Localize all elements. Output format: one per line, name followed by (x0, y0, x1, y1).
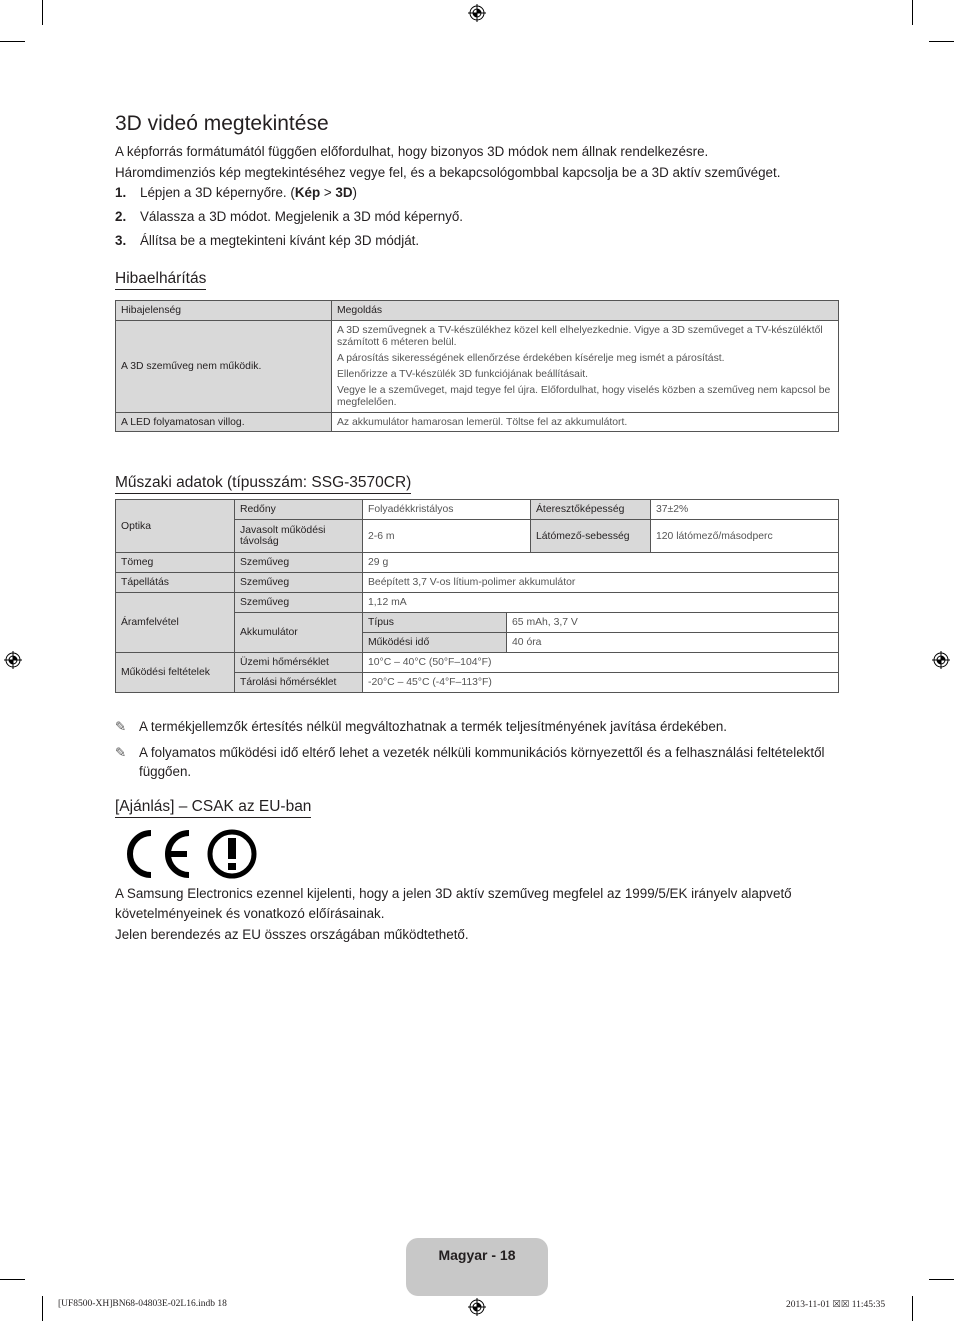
spec-label: Tömeg (116, 553, 235, 573)
troubleshooting-table (115, 300, 839, 432)
spec-label: Látómező-sebesség (531, 520, 651, 553)
specs-table (115, 499, 839, 693)
spec-label: Szeműveg (235, 573, 363, 593)
menu-separator: > (320, 185, 336, 200)
spec-value: 1,12 mA (363, 593, 839, 613)
spec-label: Tárolási hőmérséklet (235, 673, 363, 693)
spec-value: Beépített 3,7 V-os lítium-polimer akkumulátor (363, 573, 839, 593)
spec-label: Szeműveg (235, 553, 363, 573)
crop-mark (42, 0, 43, 25)
note-text: A termékjellemzők értesítés nélkül megváltozhatnak a termék teljesítményének javítása érdekében. (139, 719, 727, 734)
spec-label: Tápellátás (116, 573, 235, 593)
spec-value: -20°C – 45°C (-4°F–113°F) (363, 673, 839, 693)
solution-line: Ellenőrizze a TV-készülék 3D funkciójának beállításait. (337, 369, 589, 380)
menu-kep: Kép (294, 185, 321, 200)
problem-cell: A LED folyamatosan villog. (116, 413, 332, 432)
step-number: 1. (115, 185, 127, 200)
pencil-note-icon: ✎ (115, 719, 127, 734)
spec-label: Áteresztőképesség (531, 500, 651, 520)
table-row (116, 413, 839, 432)
spec-value: Folyadékkristályos (363, 500, 531, 520)
alert-mark-icon (207, 829, 257, 879)
print-slug-right: 2013-11-01 ☒☒ 11:45:35 (786, 1300, 886, 1310)
solution-cell (332, 321, 839, 413)
page-label: Magyar - 18 (438, 1247, 516, 1263)
ce-mark-icon (115, 829, 195, 879)
step-text-end: ) (352, 185, 358, 200)
problem-cell: A 3D szeműveg nem működik. (116, 321, 332, 413)
eu-paragraph: Jelen berendezés az EU összes országában működtethető. (115, 927, 469, 942)
crop-mark (912, 0, 913, 25)
spec-value: 29 g (363, 553, 839, 573)
spec-label: Típus (363, 613, 507, 633)
registration-mark-icon (932, 651, 950, 669)
crop-mark (0, 41, 25, 42)
troubleshooting-heading: Hibaelhárítás (115, 270, 206, 290)
step-item (115, 233, 419, 248)
specs-heading: Műszaki adatok (típusszám: SSG-3570CR) (115, 474, 411, 494)
spec-value: 40 óra (507, 633, 839, 653)
spec-value: 2-6 m (363, 520, 531, 553)
table-header-row (116, 301, 839, 321)
section-title: 3D videó megtekintése (115, 112, 329, 135)
table-row (116, 321, 839, 413)
registration-mark-icon (4, 651, 22, 669)
step-text: Válassza a 3D módot. Megjelenik a 3D mód képernyő. (140, 209, 464, 224)
spec-label: Redőny (235, 500, 363, 520)
menu-3d: 3D (335, 185, 353, 200)
spec-label: Javasolt működési távolság (235, 520, 363, 553)
spec-value: 65 mAh, 3,7 V (507, 613, 839, 633)
print-slug-left: [UF8500-XH]BN68-04803E-02L16.indb 18 (58, 1299, 227, 1309)
spec-label: Működési idő (363, 633, 507, 653)
conformity-marks (115, 829, 257, 879)
eu-heading: [Ajánlás] – CSAK az EU-ban (115, 798, 311, 818)
step-number: 2. (115, 209, 127, 224)
step-number: 3. (115, 233, 127, 248)
step-text: Lépjen a 3D képernyőre. ( (140, 185, 295, 200)
step-item (115, 185, 357, 200)
page-number-tab (406, 1238, 548, 1296)
solution-cell: Az akkumulátor hamarosan lemerül. Töltse fel az akkumulátort. (332, 413, 839, 432)
spec-label: Szeműveg (235, 593, 363, 613)
spec-label: Áramfelvétel (116, 593, 235, 653)
solution-line: A párosítás sikerességének ellenőrzése érdekében kísérelje meg ismét a párosítást. (337, 353, 725, 364)
spec-value: 120 látómező/másodperc (651, 520, 839, 553)
registration-mark-icon (468, 1298, 486, 1316)
solution-line: Vegye le a szeműveget, majd tegye fel újra. Előfordulhat, hogy viselés közben a szeműveg nem kapcsol be megfelelően. (337, 385, 831, 408)
table-row (116, 593, 839, 613)
eu-paragraph: A Samsung Electronics ezennel kijelenti, hogy a jelen 3D aktív szeműveg megfelel az 1999/5/EK irányelv alapvető követelményeinek és vonatkozó előírásainak. (115, 886, 792, 921)
crop-mark (0, 1279, 25, 1280)
table-row (116, 653, 839, 673)
header-cell: Hibajelenség (116, 301, 332, 321)
intro-paragraph: A képforrás formátumától függően előfordulhat, hogy bizonyos 3D módok nem állnak rendelkezésre. (115, 144, 709, 159)
spec-value: 37±2% (651, 500, 839, 520)
step-text: Állítsa be a megtekinteni kívánt kép 3D módját. (140, 233, 420, 248)
crop-mark (929, 41, 954, 42)
header-cell: Megoldás (332, 301, 839, 321)
spec-label: Optika (116, 500, 235, 553)
table-row (116, 500, 839, 520)
crop-mark (912, 1296, 913, 1321)
spec-label: Akkumulátor (235, 613, 363, 653)
intro-paragraph: Háromdimenziós kép megtekintéséhez vegye fel, és a bekapcsológombbal kapcsolja be a 3D aktív szeművéget. (115, 165, 781, 180)
spec-label: Működési feltételek (116, 653, 235, 693)
crop-mark (42, 1296, 43, 1321)
note-item (115, 717, 835, 736)
step-item (115, 209, 463, 224)
registration-mark-icon (468, 4, 486, 22)
spec-label: Üzemi hőmérséklet (235, 653, 363, 673)
note-item (115, 743, 835, 781)
table-row (116, 553, 839, 573)
pencil-note-icon: ✎ (115, 745, 127, 760)
note-text: A folyamatos működési idő eltérő lehet a vezeték nélküli kommunikációs környezettől és a felhasználási feltételektől függően. (139, 745, 825, 779)
solution-line: A 3D szeművegnek a TV-készülékhez közel kell elhelyezkednie. Vigye a 3D szeműveget a TV-készüléktől számított 6 méteren belül. (337, 325, 823, 348)
spec-value: 10°C – 40°C (50°F–104°F) (363, 653, 839, 673)
crop-mark (929, 1279, 954, 1280)
table-row (116, 573, 839, 593)
